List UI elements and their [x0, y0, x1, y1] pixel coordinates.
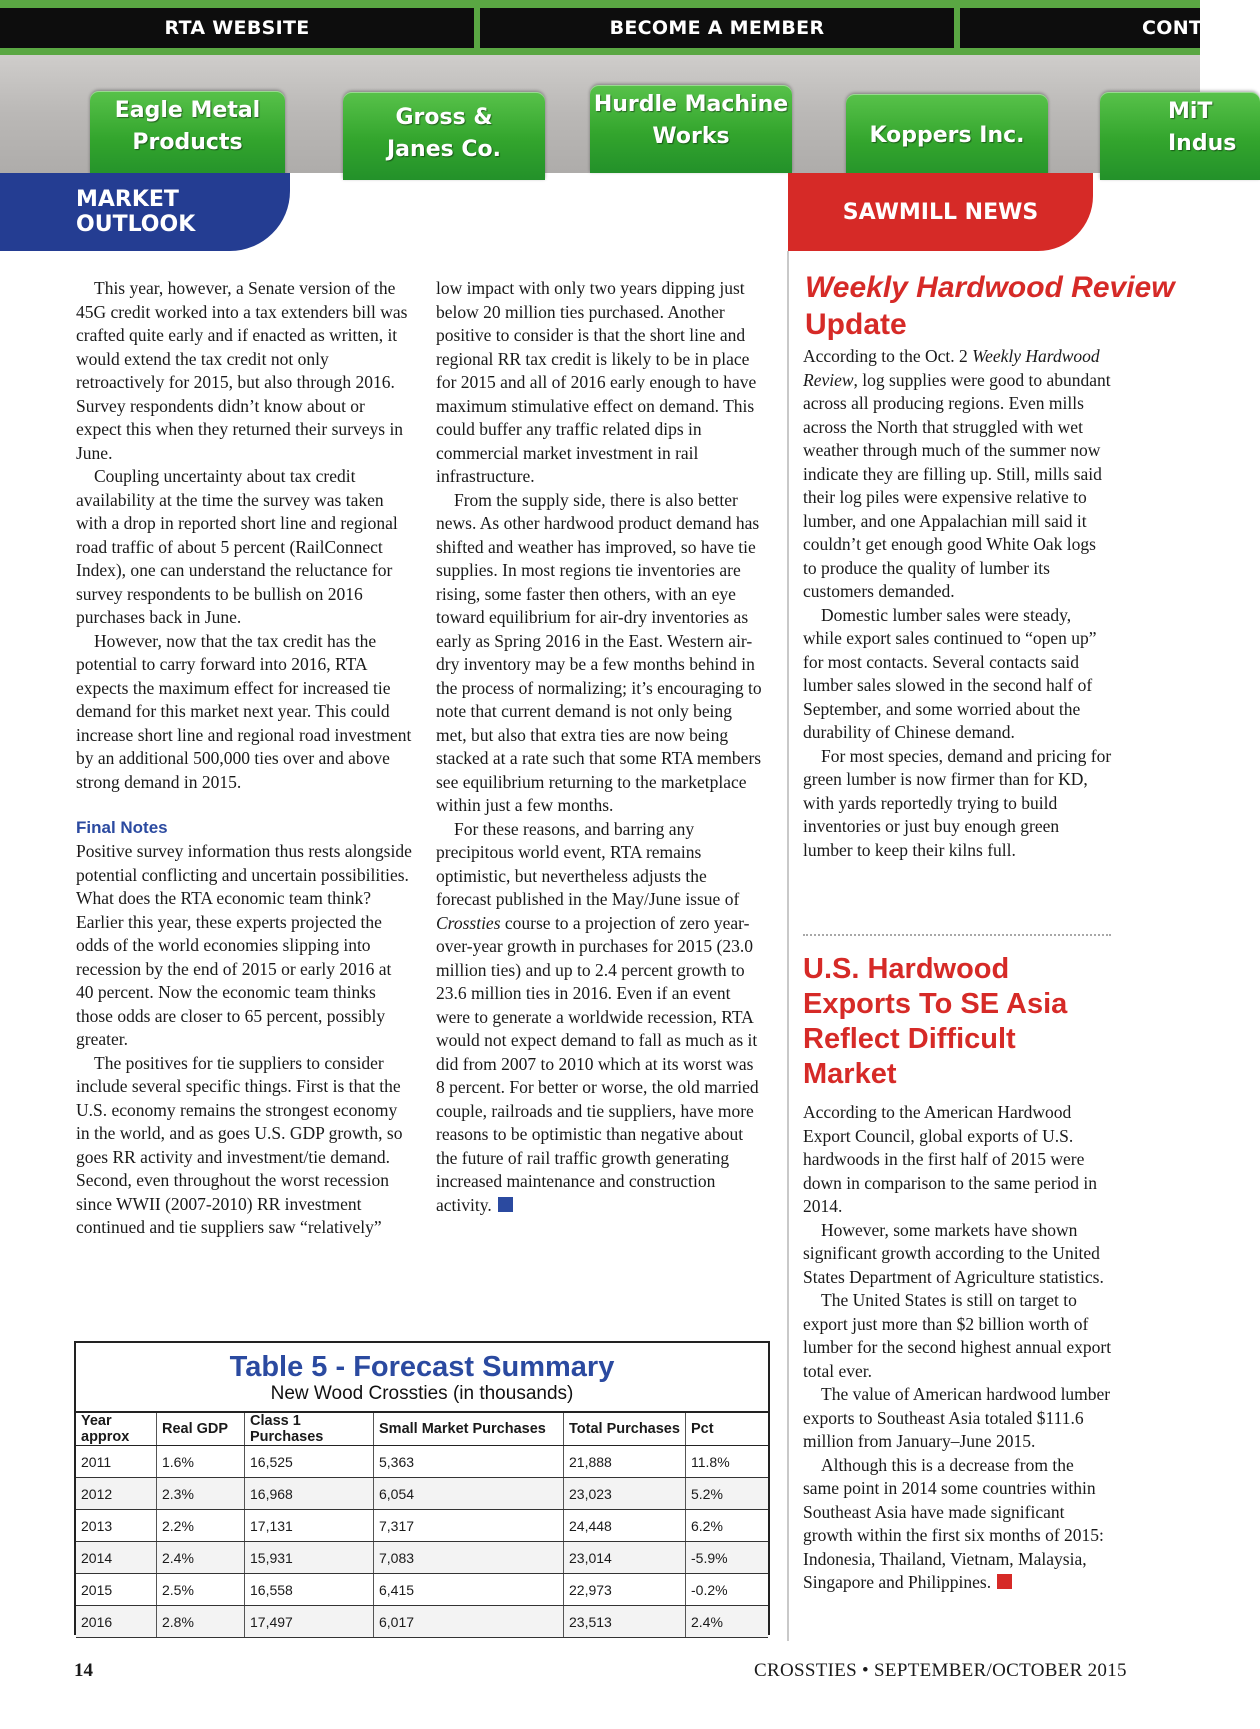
sponsor-line: Hurdle Machine	[593, 92, 789, 117]
paragraph: The value of American hardwood lumber exports to Southeast Asia totaled $111.6 million from January–June 2015.	[803, 1384, 1111, 1451]
table-cell: 17,131	[245, 1510, 374, 1542]
paragraph: The United States is still on target to export just more than $2 billion worth of lumber for the second highest annual export total ever.	[803, 1290, 1112, 1381]
text-run: According to the Oct. 2	[803, 346, 973, 366]
paragraph: However, now that the tax credit has the potential to carry forward into 2016, RTA expects the maximum effect for increased tie demand for this market next year. This could increase short line and regional road investment by an additional 500,000 ties over and above strong demand in 2015.	[76, 630, 412, 792]
table-cell: 2.5%	[157, 1574, 245, 1606]
headline-weekly-hardwood	[805, 269, 1200, 343]
sponsor-hurdle-machine[interactable]	[590, 85, 792, 173]
table-cell: 15,931	[245, 1542, 374, 1574]
publication-name: Weekly Hardwood Review	[803, 346, 1100, 390]
table-row	[76, 1446, 768, 1478]
table-cell: -5.9%	[686, 1542, 769, 1574]
text-run: course to a projection of zero year-over-year growth in purchases for 2015 (23.0 million ties) and up to 2.4 percent growth to 23.6 million ties in 2016. Even if an event were to generate a worldwide recession, RTA would not expect demand to fall as much as it did from 2007 to 2010 which at its worst was 8 percent. For better or worse, the old married couple, railroads and tie suppliers, have more reasons to be optimistic than negative about the future of rail traffic growth generating increased maintenance and construction activity.	[436, 912, 759, 1215]
sawmill-article-2	[803, 1101, 1113, 1595]
end-mark-icon	[498, 1197, 513, 1212]
nav-rta-website[interactable]: RTA WEBSITE	[0, 8, 474, 48]
publication-name: Crossties	[436, 912, 501, 933]
sponsor-line: Gross &	[395, 105, 493, 130]
table-body	[76, 1446, 768, 1638]
headline-us-hardwood-exports: U.S. Hardwood Exports To SE Asia Reflect Difficult Market	[803, 953, 1068, 1090]
table-cell: 16,968	[245, 1478, 374, 1510]
sponsor-line: MiT	[1168, 99, 1213, 124]
sponsor-line: Indus	[1168, 131, 1237, 156]
table-row	[76, 1606, 768, 1638]
text-run: For these reasons, and barring any precipitous world event, RTA remains optimistic, but nevertheless adjusts the forecast published in the May/June issue of	[436, 818, 740, 909]
paragraph: For most species, demand and pricing for green lumber is now firmer than for KD, with yards reportedly trying to build inventories or just buy enough green lumber to keep their kilns full.	[803, 745, 1112, 860]
table-title: Table 5 - Forecast Summary	[229, 1351, 615, 1383]
table-subtitle: New Wood Crossties (in thousands)	[270, 1383, 574, 1404]
market-column-2	[436, 277, 766, 1217]
table-cell: 5.2%	[686, 1478, 769, 1510]
table-cell: 23,513	[564, 1606, 686, 1638]
sponsor-line: Janes Co.	[387, 137, 501, 162]
table-cell: 2.4%	[157, 1542, 245, 1574]
sponsor-line: Eagle Metal	[114, 98, 261, 123]
sidebar-divider	[787, 251, 789, 1641]
paragraph: Domestic lumber sales were steady, while export sales continued to “open up” for most contacts. Several contacts said lumber sales slowed in the second half of September, and some worried about the durability of Chinese demand.	[803, 604, 1097, 742]
market-column-1	[76, 277, 412, 1240]
table-cell: 7,317	[374, 1510, 564, 1542]
table-cell: 11.8%	[686, 1446, 769, 1478]
paragraph: From the supply side, there is also better news. As other hardwood product demand has shifted and weather has improved, so have tie supplies. In most regions tie inventories are rising, some faster then others, with an eye toward equilibrium for air-dry inventories as early as Spring 2016 in the East. Western air-dry inventory may be a few months behind in the process of normalizing; it’s encouraging to note that current demand is not only being met, but also that extra ties are now being stacked at a rate such that some RTA members see equilibrium returning to the marketplace within just a few months.	[436, 489, 762, 815]
headline-italic: Weekly Hardwood Review	[805, 271, 1175, 304]
paragraph: Coupling uncertainty about tax credit availability at the time the survey was taken with a drop in reported short line and regional road traffic of about 5 percent (RailConnect Index), one can understand the reluctance for survey respondents to be bullish on 2016 purchases back in June.	[76, 466, 398, 627]
sawmill-article-1	[803, 345, 1113, 862]
table-cell: 2.8%	[157, 1606, 245, 1638]
sponsor-eagle-metal[interactable]	[90, 91, 285, 179]
table-cell: 2014	[76, 1542, 157, 1574]
sponsor-gross-janes[interactable]	[343, 92, 545, 180]
table-cell: 23,023	[564, 1478, 686, 1510]
table-cell: 6,054	[374, 1478, 564, 1510]
table-cell: 2012	[76, 1478, 157, 1510]
column-header: Class 1 Purchases	[245, 1412, 374, 1446]
sawmill-news-banner: SAWMILL NEWS	[788, 173, 1093, 251]
page-number: 14	[74, 1660, 93, 1681]
dotted-divider	[803, 934, 1111, 936]
publication-footer: CROSSTIES • SEPTEMBER/OCTOBER 2015	[754, 1660, 1127, 1681]
paragraph: This year, however, a Senate version of the 45G credit worked into a tax extenders bill was crafted quite early and if enacted as written, it would extend the tax credit not only retroactively for 2015, but also through 2016. Survey respondents didn’t know about or expect this when they returned their surveys in June.	[76, 278, 408, 463]
paragraph: low impact with only two years dipping just below 20 million ties purchased. Another positive to consider is that the short line and regional RR tax credit is likely to be in place for 2015 and all of 2016 early enough to have maximum stimulative effect on demand. This could buffer any traffic related dips in commercial market investment in rail infrastructure.	[436, 278, 757, 486]
column-header: Real GDP	[157, 1412, 245, 1446]
table-cell: 6.2%	[686, 1510, 769, 1542]
nav-become-member[interactable]: BECOME A MEMBER	[480, 8, 954, 48]
headline-plain: Update	[805, 308, 907, 341]
table-cell: 1.6%	[157, 1446, 245, 1478]
table-cell: 2.4%	[686, 1606, 769, 1638]
table-cell: 22,973	[564, 1574, 686, 1606]
paragraph	[436, 818, 766, 1218]
column-header: Pct	[686, 1412, 769, 1446]
table-row	[76, 1510, 768, 1542]
table-cell: -0.2%	[686, 1574, 769, 1606]
sponsor-bar	[0, 55, 1237, 173]
column-header: Year approx	[76, 1412, 157, 1446]
table-cell: 16,525	[245, 1446, 374, 1478]
table-cell: 23,014	[564, 1542, 686, 1574]
paragraph	[803, 345, 1113, 604]
market-outlook-banner: MARKET OUTLOOK	[0, 173, 290, 251]
final-notes-heading: Final Notes	[76, 818, 168, 837]
table-cell: 16,558	[245, 1574, 374, 1606]
table-header-row	[76, 1412, 768, 1446]
table-cell: 24,448	[564, 1510, 686, 1542]
table-cell: 2011	[76, 1446, 157, 1478]
table-row	[76, 1574, 768, 1606]
sponsor-mitek[interactable]	[1100, 92, 1260, 180]
table-cell: 17,497	[245, 1606, 374, 1638]
forecast-table	[74, 1341, 770, 1635]
paragraph	[803, 1454, 1113, 1595]
table-cell: 6,415	[374, 1574, 564, 1606]
table-cell: 6,017	[374, 1606, 564, 1638]
end-mark-icon	[997, 1574, 1012, 1589]
table-cell: 2.2%	[157, 1510, 245, 1542]
table-row	[76, 1542, 768, 1574]
sponsor-line: Products	[132, 130, 243, 155]
text-run: Although this is a decrease from the same point in 2014 some countries within Southeast Asia have made significant growth within the first six months of 2015: Indonesia, Thailand, Vietnam, Malaysia, Singapore and Philippines.	[803, 1454, 1104, 1592]
table-cell: 21,888	[564, 1446, 686, 1478]
table-cell: 7,083	[374, 1542, 564, 1574]
sponsor-line: Koppers Inc.	[869, 123, 1025, 148]
nav-contact[interactable]: CONTA	[960, 8, 1200, 48]
column-header: Total Purchases	[564, 1412, 686, 1446]
forecast-grid	[76, 1411, 768, 1638]
table-cell: 5,363	[374, 1446, 564, 1478]
table-cell: 2016	[76, 1606, 157, 1638]
paragraph: The positives for tie suppliers to consider include several specific things. First is that the U.S. economy remains the strongest economy in the world, and as goes U.S. GDP growth, so goes RR activity and investment/tie demand. Second, even throughout the worst recession since WWII (2007-2010) RR investment continued and tie suppliers saw “relatively”	[76, 1052, 403, 1237]
sponsor-line: Works	[652, 124, 730, 149]
column-header: Small Market Purchases	[374, 1412, 564, 1446]
table-row	[76, 1478, 768, 1510]
table-cell: 2.3%	[157, 1478, 245, 1510]
paragraph: However, some markets have shown significant growth according to the United States Department of Agriculture statistics.	[803, 1219, 1104, 1287]
paragraph: According to the American Hardwood Export Council, global exports of U.S. hardwoods in the first half of 2015 were down in comparison to the same period in 2014.	[803, 1102, 1098, 1216]
top-nav	[0, 0, 1216, 55]
paragraph: Positive survey information thus rests alongside potential conflicting and uncertain possibilities. What does the RTA economic team think? Earlier this year, these experts projected the odds of the world economies slipping into recession by the end of 2015 or early 2016 at 40 percent. Now the economic team thinks those odds are closer to 65 percent, possibly greater.	[76, 841, 412, 1049]
text-run: , log supplies were good to abundant across all producing regions. Even mills across the North that struggled with wet weather through much of the summer now indicate they are filling up. Still, mills said their log piles were expensive relative to lumber, and one Appalachian mill said it couldn’t get enough good White Oak logs to produce the quality of lumber its customers demanded.	[803, 369, 1111, 601]
table-cell: 2015	[76, 1574, 157, 1606]
sponsor-koppers[interactable]	[846, 94, 1048, 182]
table-cell: 2013	[76, 1510, 157, 1542]
